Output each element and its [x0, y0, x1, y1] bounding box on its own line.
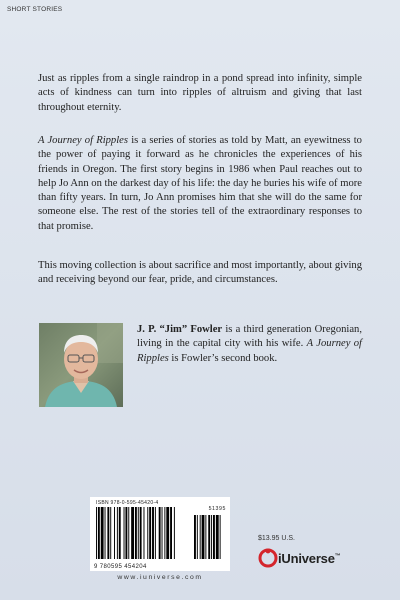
price: $13.95 U.S.: [258, 535, 295, 542]
author-bio-book-title: A Journey of Ripples: [137, 338, 362, 364]
author-bio-text-1: is a third generation Oregonian, living in the capital city with his wife.: [137, 324, 363, 350]
author-photo: [39, 323, 123, 407]
author-bio-text-2: is Fowler’s second book.: [168, 352, 278, 364]
author-name: J. P. “Jim” Fowler: [137, 324, 223, 335]
blurb-paragraph-2-text: is a series of stories as told by Matt, an eyewitness to the power of paying it forward as he chronicles the experiences of his friends in Oregon. The first story begins in 1986 when Paul reaches out to help Jo Ann on the darkest day of his life: the day he buries his wife of more than fifty years. In turn, Jo Ann promises him that she will do the same for someone else. The rest of the stories tell of the extraordinary responses to that promise.: [38, 135, 362, 232]
blurb-paragraph-3: This moving collection is about sacrifice and most importantly, about giving and receiving beyond our fear, pride, and circumstances.: [38, 260, 362, 286]
barcode-digits: 9 780595 454204: [94, 564, 147, 570]
price-code: 51395: [208, 506, 226, 512]
book-title: A Journey of Ripples: [38, 135, 128, 146]
blurb-paragraph-1: Just as ripples from a single raindrop in a pond spread into infinity, simple acts of kindness can turn into ripples of altruism and giving that last throughout eternity.: [38, 73, 362, 113]
category-label: SHORT STORIES: [7, 6, 63, 13]
publisher-name-text: iUniverse: [278, 550, 335, 566]
blurb-paragraph-2: [38, 134, 362, 234]
isbn-label: ISBN 978-0-595-45420-4: [96, 500, 159, 506]
trademark-symbol: ™: [334, 553, 341, 560]
publisher-logo: [258, 548, 341, 568]
author-bio: [137, 323, 362, 366]
author-portrait-image: [39, 323, 123, 407]
publisher-name: [278, 551, 341, 566]
isbn-barcode: [90, 497, 230, 571]
iuniverse-logo-icon: [258, 548, 278, 568]
barcode-bars: [94, 507, 226, 563]
publisher-website: www.iuniverse.com: [117, 574, 203, 581]
